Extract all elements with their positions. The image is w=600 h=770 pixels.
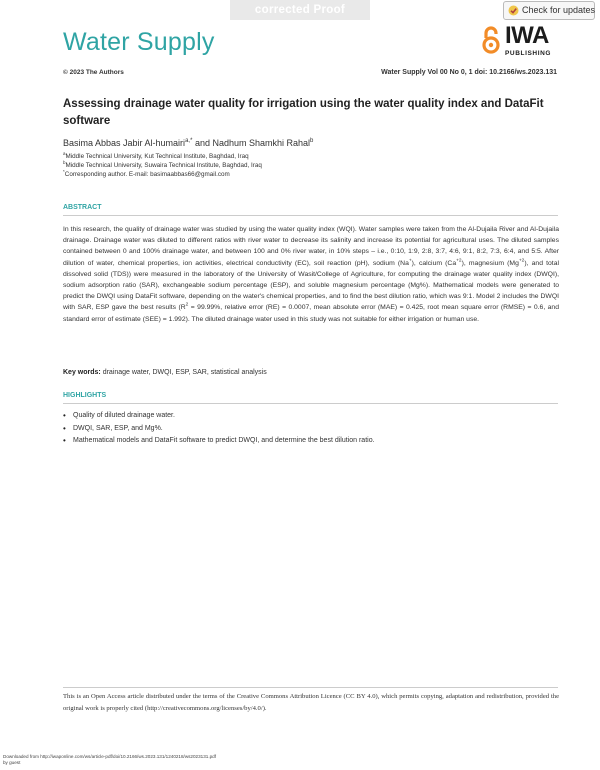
copyright: © 2023 The Authors [63, 69, 124, 76]
corresponding-mark: * [190, 138, 193, 144]
divider [63, 215, 558, 216]
iwa-publishing-logo[interactable] [482, 22, 557, 64]
abstract-heading: ABSTRACT [63, 204, 102, 211]
divider [63, 403, 558, 404]
author-1[interactable]: Basima Abbas Jabir Al-humairi [63, 138, 186, 148]
author-1-mark: a, [185, 138, 191, 144]
keywords [63, 369, 267, 376]
footer-divider [63, 687, 558, 688]
check-updates-icon [508, 5, 519, 16]
author-line [63, 138, 313, 148]
highlights-list [63, 410, 375, 448]
license-text: This is an Open Access article distributed under the terms of the Creative Commons Attribution Licence (CC BY 4.0), which permits copying, adaptation and redistribution, provided the original work is properly cited (http://creativecommons.org/licenses/by/4.0/). [63, 693, 559, 712]
logo-subtitle: PUBLISHING [505, 50, 552, 57]
check-for-updates-label: Check for updates [522, 5, 596, 15]
download-note: Downloaded from http://iwaponline.com/ws/article-pdf/doi/10.2166/ws.2023.131/1240218/ws2023131.pdf by guest [3, 754, 216, 765]
author-2-mark: b [310, 138, 314, 144]
journal-name[interactable]: Water Supply [63, 28, 215, 56]
keywords-text: drainage water, DWQI, ESP, SAR, statistical analysis [102, 369, 267, 376]
corrected-proof-banner: corrected Proof [230, 0, 370, 20]
list-item: • Mathematical models and DataFit software to predict DWQI, and determine the best dilution ratio. [63, 435, 375, 448]
keywords-label: Key words: [63, 369, 101, 376]
corresponding-author: *Corresponding author. E-mail: basimaabbas66@gmail.com [63, 169, 230, 179]
check-for-updates-button[interactable] [503, 1, 595, 20]
affiliation: $^b$Middle Technical University, Suwaira Technical Institute, Baghdad, Iraq [63, 160, 262, 170]
open-access-icon [482, 26, 500, 56]
article-title: Assessing drainage water quality for irrigation using the water quality index and DataFit software [63, 98, 544, 127]
license-link[interactable]: http://creativecommons.org/licenses/by/4.0/ [147, 704, 263, 712]
affiliation: $^a$Middle Technical University, Kut Technical Institute, Baghdad, Iraq [63, 151, 249, 161]
highlights-heading: HIGHLIGHTS [63, 392, 107, 399]
citation: Water Supply Vol 00 No 0, 1 doi: 10.2166/ws.2023.131 [381, 69, 557, 76]
abstract-text: In this research, the quality of drainage water was studied by using the water quality index (WQI). Water samples were taken from the Al-Dujaila River and Al-Dujaila drainage. Drainage water was diluted to different ratios with river water to decrease its salinity and increase its potential for agricultural uses. The diluted samples contained between 0 and 100% drainage water, and between 100 and 0% river water, in 10% steps – i.e., 0:10, 1:9, 2:8, 3:7, 4:6, 9:1, 8:2, 7:3, 6:4, and 5:5. After dilution of water, chemical properties, ion activities, electrical conductivity (EC), soil reaction (pH), sodium (Na+), calcium $(Ca^{+2})$, magnesium $(Mg^{+2})$, and total dissolved solid (TDS)) were measured in the laboratory of the University of Wasit/College of Agriculture, for computing the drainage water quality index (DWQI), sodium adsorption ratio (SAR), exchangeable sodium percentage (ESP), and soluble magnesium percentage (Mg%). Mathematical models were generated to predict the DWQI using DataFit software, depending on the water's chemical properties, and to find the best dilution ratio, which was 9:1. Model 2 includes the DWQI with SAR, ESP gave the best results ($R^2 = 99.99\%$, relative error (RE) = 0.0007, mean absolute error (MAE) = 0.425, root mean square error (RMSE) = 0.6, and standard error of estimate (SEE) = 1.992). The diluted drainage water used in this study was not suitable for either irrigation or human use. [63, 226, 559, 323]
list-item: • Quality of diluted drainage water. [63, 410, 375, 423]
logo-wordmark: IWA [505, 22, 549, 49]
author-2[interactable]: and Nadhum Shamkhi Rahal [194, 138, 311, 148]
list-item: • DWQI, SAR, ESP, and Mg%. [63, 423, 375, 436]
